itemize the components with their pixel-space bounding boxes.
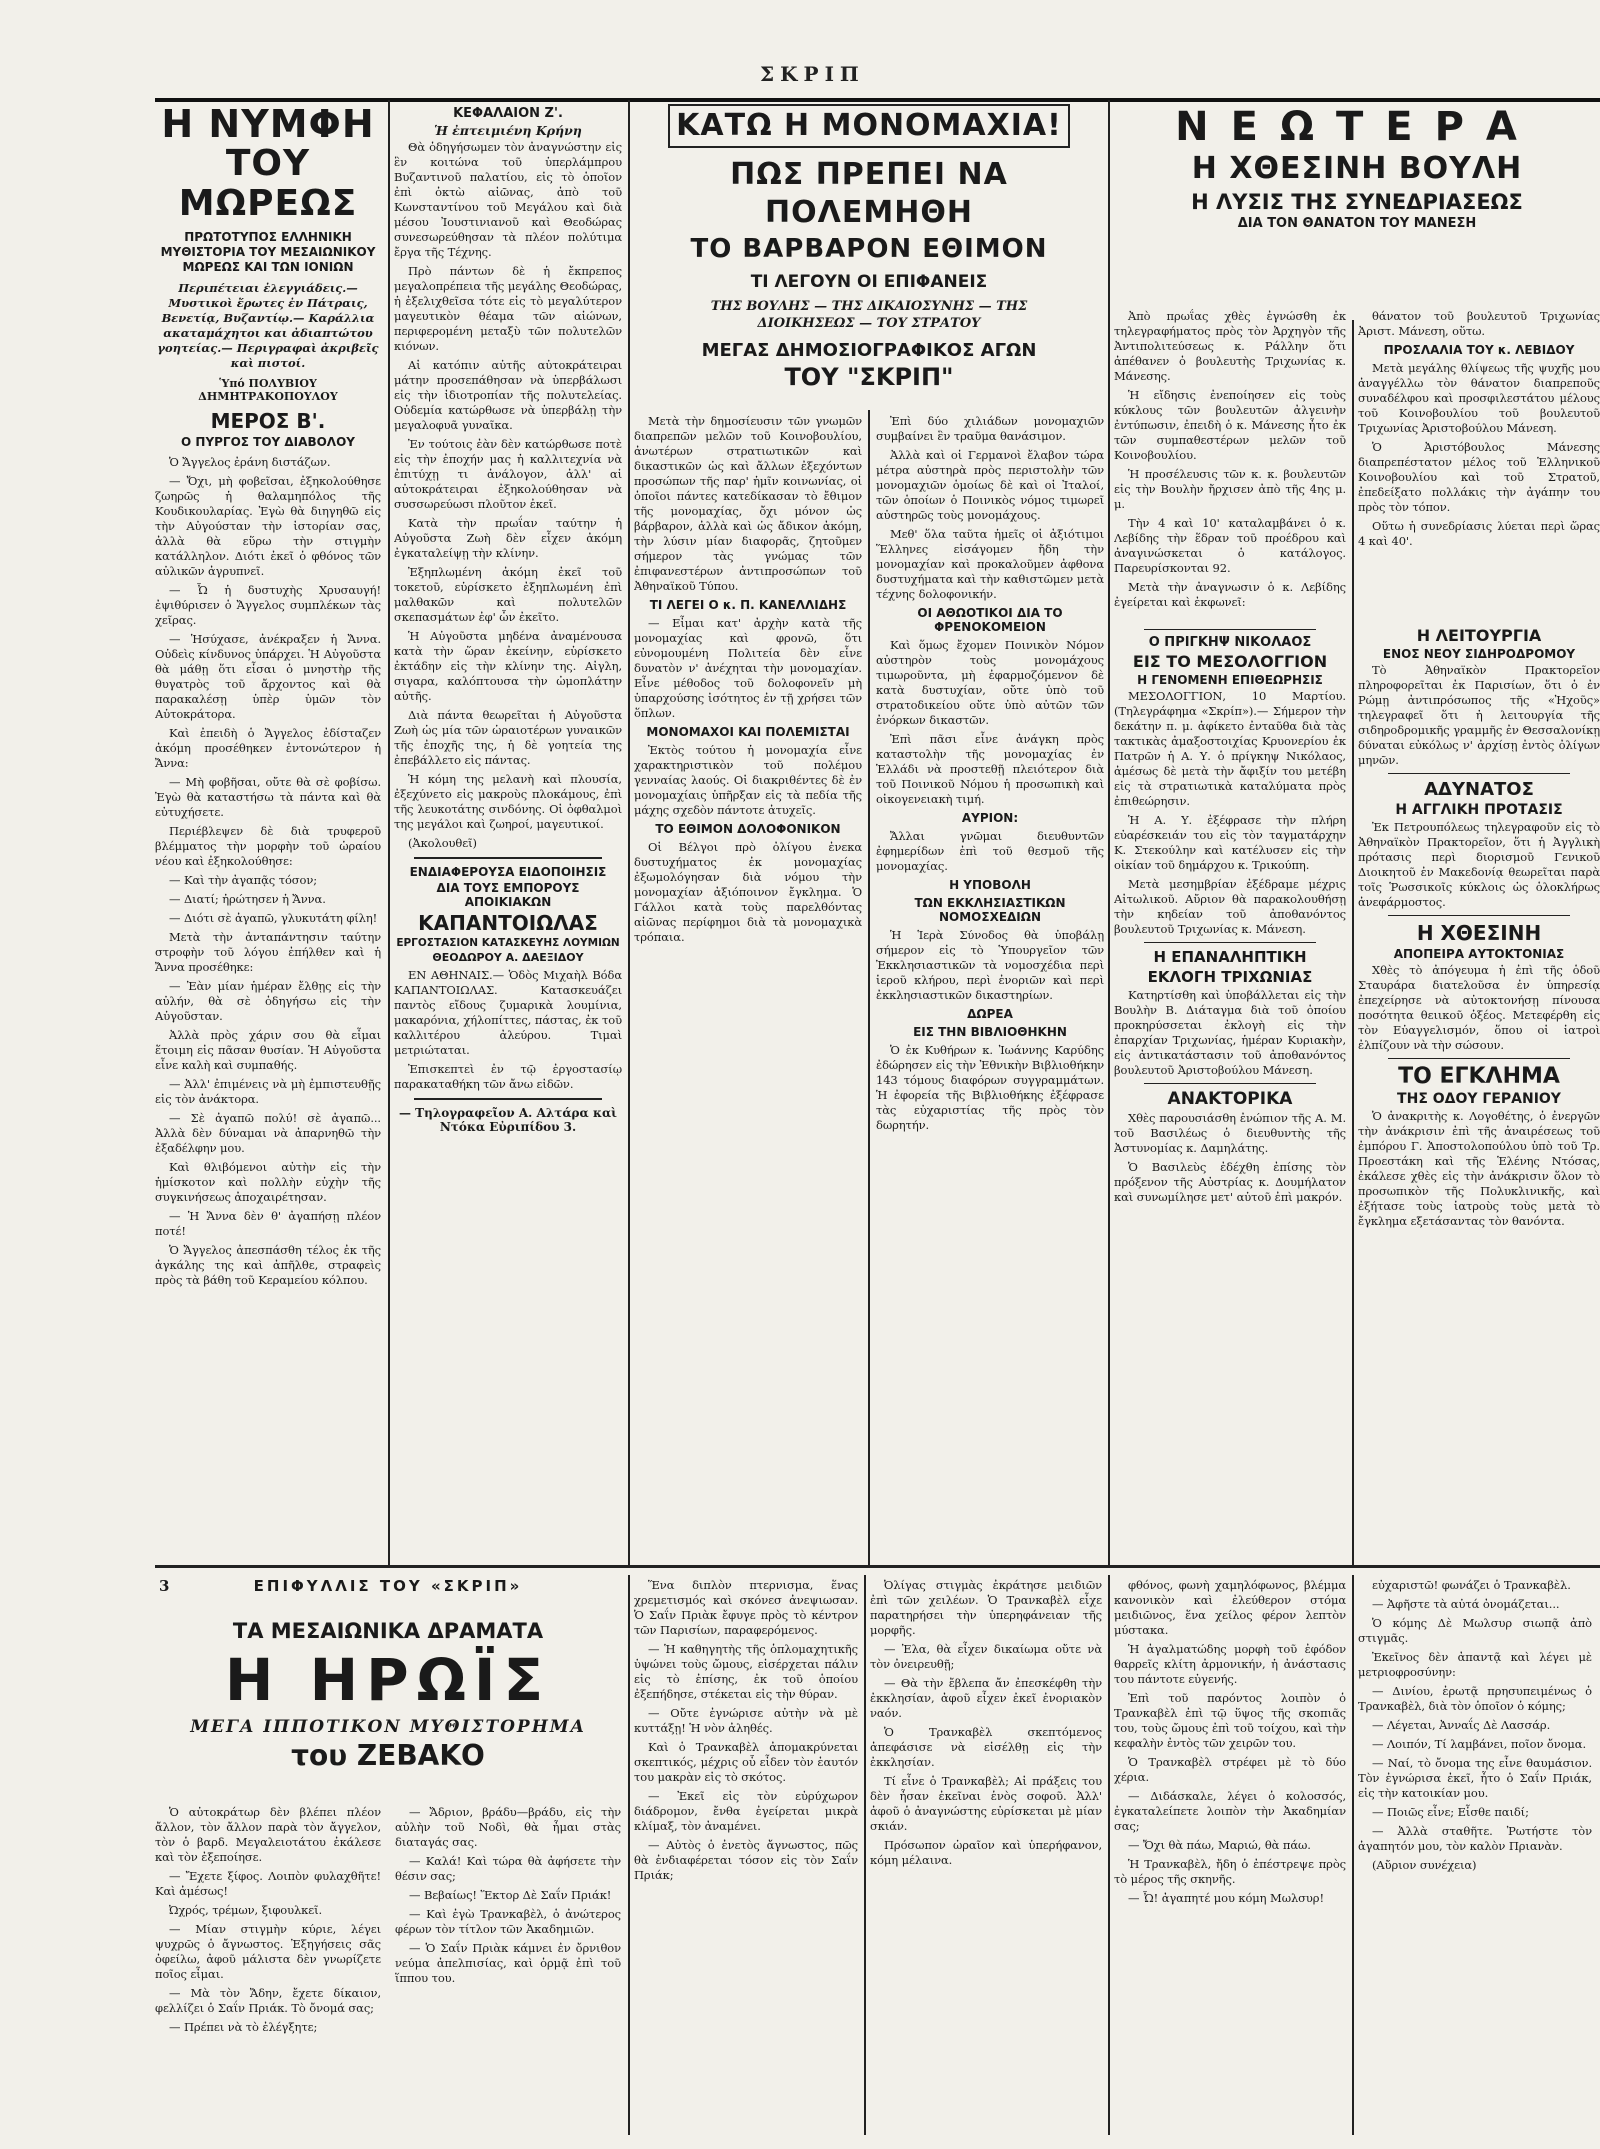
paragraph: Χθὲς παρουσιάσθη ἐνώπιον τῆς Α. Μ. τοῦ Βασιλέως ὁ διευθυντὴς τῆς Ἀστυνομίας κ. Δαμηλάτης. — [1114, 1111, 1346, 1155]
crime-body — [1358, 1109, 1600, 1229]
paragraph: Ὁ Βασιλεὺς ἐδέχθη ἐπίσης τὸν πρόξενον τῆς Αὐστρίας κ. Δουμήλατον καὶ συνωμίλησε μετ' αὐτοῦ ἐπὶ μακρόν. — [1114, 1160, 1346, 1204]
palace-heading: ΑΝΑΚΤΟΡΙΚΑ — [1167, 1089, 1293, 1109]
paragraph: Ἡ προσέλευσις τῶν κ. κ. βουλευτῶν εἰς τὴν Βουλὴν ἤρχισεν ἀπὸ τῆς 4ης μ. μ. — [1114, 467, 1346, 511]
divider — [1388, 915, 1570, 916]
column-divider — [628, 100, 630, 1565]
paragraph: Ἐν τούτοις ἐὰν δὲν κατώρθωσε ποτὲ εἰς τὴν ἐποχήν μας ἡ καλλιτεχνία νὰ ἐπιτύχῃ τι ἀνάλογον, ἀλλ' αἱ αὐτοκράτειραι ἐξηκολούθησαν νὰ συσσωρεύωσι πλοῦτον ἐκεῖ. — [394, 437, 622, 511]
sub-heading: Η ΥΠΟΒΟΛΗ — [949, 878, 1031, 892]
feuilleton-title: Η ΗΡΩΪΣ — [224, 1646, 552, 1714]
paragraph: Ἐπὶ πᾶσι εἶνε ἀνάγκη πρὸς καταστολὴν τῆς μονομαχίας ἐν Ἑλλάδι νὰ προστεθῇ πλειότερον διὰ τοῦ Ποινικοῦ Νόμου ἡ προσωπικὴ καὶ οἰκογενειακὴ τιμή. — [876, 732, 1104, 806]
paragraph: (Ἀκολουθεῖ) — [408, 836, 477, 850]
paragraph: — Ἀλλὰ σταθῆτε. Ῥωτήστε τὸν ἀγαπητόν μου, τὸν καλὸν Πριανὰν. — [1358, 1824, 1592, 1853]
paragraph: — Ἔχετε ξίφος. Λοιπὸν φυλαχθῆτε! Καὶ ἀμέσως! — [155, 1869, 381, 1898]
paragraph: — Λέγεται, Ἀνναΐς Δὲ Λασσάρ. — [1372, 1718, 1551, 1732]
sub-heading: ΟΙ ΑΘΩΟΤΙΚΟΙ ΔΙΑ ΤΟ ΦΡΕΝΟΚΟΜΕΙΟΝ — [917, 606, 1063, 634]
column-news — [1114, 104, 1600, 1559]
paragraph: Ὀλίγας στιγμὰς ἐκράτησε μειδιῶν ἐπὶ τῶν χειλέων. Ὁ Τρανκαβὲλ εἶχε παρατηρήσει τὴν ὑπερηφάνειαν τῆς μορφῆς. — [870, 1578, 1102, 1637]
paragraph: — Ὦ ἡ δυστυχὴς Χρυσαυγή! ἐψιθύρισεν ὁ Ἄγγελος συμπλέκων τὰς χεῖρας. — [155, 583, 381, 627]
paragraph: Ὁ Τρανκαβὲλ σκεπτόμενος ἀπεφάσισε νὰ εἰσέλθῃ εἰς τὴν ἐκκλησίαν. — [870, 1725, 1102, 1769]
suicide-heading-2: ΑΠΟΠΕΙΡΑ ΑΥΤΟΚΤΟΝΙΑΣ — [1393, 947, 1565, 961]
paragraph: — Ἡ Ἄννα δὲν θ' ἀγαπήσῃ πλέον ποτέ! — [155, 1209, 381, 1238]
novel-title-line1: Η ΝΥΜΦΗ — [161, 104, 375, 146]
paragraph: Κατηρτίσθη καὶ ὑποβάλλεται εἰς τὴν Βουλὴν Β. Διάταγμα διὰ τοῦ ὁποίου προκηρύσσεται ἐκλογὴ εἰς τὴν ἐπαρχίαν Τριχωνίας, ἡμέραν Κυριακὴν, εἰς ἀντικατάστασιν τοῦ ἀποθανόντος βουλευτοῦ Ἀριστοβούλου Μάνεση. — [1114, 988, 1346, 1077]
divider — [1144, 629, 1316, 630]
news-right-lower — [1358, 624, 1600, 1559]
paragraph: — Ὄχι, μὴ φοβεῖσαι, ἐξηκολούθησε ζωηρῶς ἡ θαλαμηπόλος τῆς Κουδικουλαρίας. Ἐγὼ θὰ διηγηθῶ εἰς τὴν Αὐγούσταν τὴν ἱστορίαν σας, ἀλλὰ θὰ εὕρω τὴν στιγμὴν κατάλληλον. Διότι ἐκεῖ ὁ φθόνος τῶν αὐλικῶν ἀγρυπνεῖ. — [155, 474, 381, 578]
paragraph: Πρόσωπον ὡραῖον καὶ ὑπερήφανον, κόμη μέλαινα. — [870, 1838, 1102, 1867]
paragraph: — Θὰ τὴν ἔβλεπα ἄν ἐπεσκέφθη τὴν ἐκκλησίαν, ἀφοῦ εἶχεν ἐκεῖ ἐνοριακὸν ναόν. — [870, 1676, 1102, 1720]
ad-heading: ΕΝΔΙΑΦΕΡΟΥΣΑ ΕΙΔΟΠΟΙΗΣΙΣ — [409, 865, 607, 879]
feuilleton-author: του ΖΕΒΑΚΟ — [291, 1739, 485, 1772]
paragraph: — Πρέπει νὰ τὸ ἐλέγξητε; — [169, 2020, 318, 2034]
paragraph: — Καλά! Καὶ τώρα θὰ ἀφήσετε τὴν θέσιν σας; — [395, 1854, 621, 1883]
paragraph: — Ἀφῆστε τὰ αὐτά ὀνομάζεται... — [1372, 1597, 1560, 1611]
novel-author: Ὑπό ΠΟΛΥΒΙΟΥ ΔΗΜΗΤΡΑΚΟΠΟΥΛΟΥ — [198, 377, 338, 403]
feuilleton-col-f — [1358, 1578, 1592, 2135]
section-heading: Ἡ ἐπτειμιένη Κρήνη — [434, 123, 582, 138]
paragraph: Ὁ αὐτοκράτωρ δὲν βλέπει πλέον ἄλλον, τὸν ἄλλον παρὰ τὸν ἄγγελον, τὸν ὁ βαρδ. Μεγαλειοτάτου ἐκάλεσε καὶ τὸν ἐξεποίησε. — [155, 1805, 381, 1864]
paragraph: Ἡ Τρανκαβὲλ, ἤδη ὁ ἐπέστρεψε πρὸς τὸ μέρος τῆς σκηνῆς. — [1114, 1857, 1346, 1886]
paragraph: — Ὁ Σαΐν Πριὰκ κάμνει ἐν ὄρνιθον νεύμα ἀπελπισίας, καὶ ὁρμᾷ ἐπὶ τοῦ ἵππου του. — [395, 1941, 621, 1985]
novel-title-line2: ΤΟΥ ΜΩΡΕΩΣ — [178, 143, 358, 224]
railway-body — [1358, 663, 1600, 768]
paragraph: Τὴν 4 καὶ 10' καταλαμβάνει ὁ κ. Λεβίδης τὴν ἕδραν τοῦ προέδρου καὶ ἀναγινώσκεται ὁ κατάλογος. Παρευρίσκονται 92. — [1114, 516, 1346, 575]
crime-heading-2: ΤΗΣ ΟΔΟΥ ΓΕΡΑΝΙΟΥ — [1397, 1091, 1561, 1107]
feuilleton-h3: ΜΕΓΑ ΙΠΠΟΤΙΚΟΝ ΜΥΘΙΣΤΟΡΗΜΑ — [190, 1717, 586, 1737]
paragraph: Ἡ εἴδησις ἐνεποίησεν εἰς τοὺς κύκλους τῶν βουλευτῶν ἀλγεινὴν ἐντύπωσιν, ἐπειδὴ ὁ κ. Μάνεσης ἦτο ἐκ τῶν συμπαθεστέρων μελῶν τοῦ Κοινοβουλίου. — [1114, 388, 1346, 462]
masthead-title: ΣΚΡΙΠ — [760, 62, 865, 86]
column-divider — [1108, 1575, 1110, 2135]
feuilleton-h1: ΤΑ ΜΕΣΑΙΩΝΙΚΑ ΔΡΑΜΑΤΑ — [232, 1619, 544, 1643]
paragraph: Πρὸ πάντων δὲ ἡ ἔκπρεπος μεγαλοπρέπεια τῆς μεγάλης Θεοδώρας, ἡ ἐξελιχθεῖσα τότε εἰς τὸ μεγαλύτερον μαγευτικὸν θέαμα τῶν αἰώνων, περιφερομένη μεταξὺ τῶν πολυτελῶν κιόνων. — [394, 264, 622, 353]
feuilleton-series: ΕΠΙΦΥΛΛΙΣ ΤΟΥ «ΣΚΡΙΠ» — [253, 1577, 523, 1595]
paragraph: Περιέβλεψεν δὲ διὰ τρυφεροῦ βλέμματος τὴν μορφὴν τοῦ ὡραίου νέου καὶ ἐξηκολούθησε: — [155, 824, 381, 868]
election-heading-2: ΕΚΛΟΓΗ ΤΡΙΧΩΝΙΑΣ — [1147, 968, 1313, 986]
paragraph: εὐχαριστῶ! φωνάζει ὁ Τρανκαβὲλ. — [1372, 1578, 1571, 1592]
sub-heading: ΠΡΟΣΛΑΛΙΑ ΤΟΥ κ. ΛΕΒΙΔΟΥ — [1383, 343, 1575, 357]
proposal-heading-1: ΑΔΥΝΑΤΟΣ — [1424, 779, 1534, 800]
paragraph: Ἀπὸ πρωΐας χθὲς ἐγνώσθη ἐκ τηλεγραφήματος πρὸς τὸν Ἀρχηγὸν τῆς Ἀντιπολιτεύσεως κ. Ράλλην ὅτι ἀπέθανεν ὁ βουλευτὴς Τριχωνίας κ. Μάνεσης. — [1114, 309, 1346, 383]
railway-heading-2: ΕΝΟΣ ΝΕΟΥ ΣΙΔΗΡΟΔΡΟΜΟΥ — [1382, 647, 1576, 661]
paragraph: — Ἀλλ' ἐπιμένεις νὰ μὴ ἐμπιστευθῇς εἰς τὸν ἀνάκτορα. — [155, 1077, 381, 1106]
paragraph: — Ὦ! ἀγαπητέ μου κόμη Μωλσυρ! — [1128, 1891, 1324, 1905]
sub-heading: ΤΙ ΛΕΓΕΙ Ο κ. Π. ΚΑΝΕΛΛΙΔΗΣ — [649, 598, 847, 612]
paragraph: Ὁ κόμης Δὲ Μωλσυρ σιωπᾷ ἀπὸ στιγμᾶς. — [1358, 1616, 1592, 1645]
paragraph: — Οὔτε ἐγνώρισε αὐτὴν νὰ μὲ κυττάξῃ! Ἡ νὸν ἀληθές. — [634, 1706, 858, 1735]
duel-headline-4: ΤΙ ΛΕΓΟΥΝ ΟΙ ΕΠΙΦΑΝΕΙΣ — [750, 272, 988, 292]
prince-heading-1: Ο ΠΡΙΓΚΗΨ ΝΙΚΟΛΑΟΣ — [1148, 635, 1312, 650]
paragraph: Ἡ Αὐγοῦστα μηδένα ἀναμένουσα κατὰ τὴν ὥραν ἐκείνην, εὑρίσκετο ἐκτάδην εἰς τὴν κλίνην της. Αἰγλη, σιγαρα, καλόπτουσα τὴν ὠμοπλάτην αὐτῆς. — [394, 629, 622, 703]
paragraph: — Ἐλα, θὰ εἶχεν δικαίωμα οὔτε νὰ τὸν ὀνειρευθῇ; — [870, 1642, 1102, 1671]
railway-heading-1: Η ΛΕΙΤΟΥΡΓΙΑ — [1416, 626, 1542, 645]
ad-company-name: ΚΑΠΑΝΤΟΙΩΛΑΣ — [418, 911, 598, 935]
novel-chapter: Ο ΠΥΡΓΟΣ ΤΟΥ ΔΙΑΒΟΛΟΥ — [181, 435, 355, 449]
paragraph: Ἡ Ἱερὰ Σύνοδος θὰ ὑποβάλῃ σήμερον εἰς τὸ Ὑπουργεῖον τῶν Ἐκκλησιαστικῶν τὰ νομοσχέδια περὶ ἱεροῦ κλήρου, περὶ ἐνοριῶν καὶ περὶ ἐκκλησιαστικῶν δικαστηρίων. — [876, 928, 1104, 1002]
divider — [414, 857, 602, 859]
paragraph: — Δινίου, ἐρωτᾷ πρησυπειμένως ὁ Τρανκαβὲλ, διὰ τὸν ὁποῖον ὁ κόμης; — [1358, 1684, 1592, 1713]
news-right-top — [1358, 309, 1600, 619]
paragraph: — Ἐὰν μίαν ἡμέραν ἔλθῃς εἰς τὴν αὐλήν, θὰ σὲ ὁδηγήσω εἰς τὴν Αὐγοῦσταν. — [155, 979, 381, 1023]
section-divider — [155, 1565, 1600, 1568]
ad-owner: ΘΕΟΔΩΡΟΥ Α. ΔΑΕΞΙΔΟΥ — [432, 951, 584, 964]
suicide-heading-1: Η ΧΘΕΣΙΝΗ — [1416, 921, 1542, 945]
sub-heading: ΤΟ ΕΘΙΜΟΝ ΔΟΛΟΦΟΝΙΚΟΝ — [655, 822, 841, 836]
prince-heading-2: ΕΙΣ ΤΟ ΜΕΣΟΛΟΓΓΙΟΝ — [1132, 652, 1328, 671]
column-divider — [864, 1575, 866, 2135]
paragraph: Μετὰ τὴν δημοσίευσιν τῶν γνωμῶν διαπρεπῶν μελῶν τοῦ Κοινοβουλίου, ἀνωτέρων στρατιωτικῶν καὶ δικαστικῶν ὡς καὶ ἄλλων ἐξεχόντων προσώπων τῆς παρ' ἡμῖν κοινωνίας, οἱ ὁποῖοι πάντες κατεδίκασαν τὸ ἔθιμον τῆς μονομαχίας, ὄχι μόνον ὡς βάρβαρον, ἀλλὰ καὶ ὡς ἄδικον ἀκόμη, τὴν λύσιν μίαν διαφορᾶς, ζητοῦμεν σήμερον τὰς γνώμας τῶν ἐπιφανεστέρων ἀντιπροσώπων τοῦ Ἀθηναϊκοῦ Τύπου. — [634, 414, 862, 593]
feuilleton-header — [155, 1575, 621, 2135]
feuilleton-col-e — [1114, 1578, 1346, 2135]
paragraph: Μετὰ μεσημβρίαν ἐξέδραμε μέχρις Αἰτωλικοῦ. Αὔριον θὰ παρακολουθήσῃ τὴν κηδείαν τοῦ ἀποθανόντος βουλευτοῦ Τριχωνίας κ. Μάνεση. — [1114, 877, 1346, 936]
paragraph: Ὁ Ἄγγελος ἀπεσπάσθη τέλος ἐκ τῆς ἀγκάλης της καὶ ἀπῆλθε, στραφεὶς πρὸς τὰ βάθη τοῦ Κεραμείου κόλπου. — [155, 1243, 381, 1287]
prince-heading-3: Η ΓΕΝΟΜΕΝΗ ΕΠΙΘΕΩΡΗΣΙΣ — [1137, 673, 1323, 687]
paragraph: Θὰ ὁδηγήσωμεν τὸν ἀναγνώστην εἰς ἓν κοιτώνα τοῦ ὑπερλάμπρου Βυζαντινοῦ παλατίου, εἰς τὸ ὁποῖον ἐπὶ ὀκτὼ αἰῶνας, ἀπὸ τοῦ Κωνσταντίνου τοῦ Μεγάλου καὶ διὰ μέσου Ἰουστινιανοῦ καὶ Θεοδώρας συνεσωρεύθησαν τὰ πλέον πολύτιμα ἔργα τῆς Τέχνης. — [394, 140, 622, 259]
paragraph: Μετὰ τὴν ἀνταπάντησιν ταύτην στροφὴν τοῦ λόγου ἐπήλθεν καὶ ἡ Ἄννα προσέθηκε: — [155, 930, 381, 974]
paragraph: φθόνος, φωνὴ χαμηλόφωνος, βλέμμα κανονικὸν καὶ ἐλεύθερον στόμα μειδιῶνος, ἕνα χείλος φέρον λεπτὸν μύστακα. — [1114, 1578, 1346, 1637]
duel-headline-6: ΜΕΓΑΣ ΔΗΜΟΣΙΟΓΡΑΦΙΚΟΣ ΑΓΩΝ — [701, 340, 1037, 361]
paragraph: Διὰ πάντα θεωρεῖται ἡ Αὐγοῦστα Ζωὴ ὡς μία τῶν ὡραιοτέρων γυναικῶν τῆς ἐποχῆς της, ἡ δὲ γοητεία της ἐπεβάλλετο εἰς πάντας. — [394, 708, 622, 767]
divider — [1144, 942, 1316, 943]
duel-headline-5: ΤΗΣ ΒΟΥΛΗΣ — ΤΗΣ ΔΙΚΑΙΟΣΥΝΗΣ — ΤΗΣ ΔΙΟΙΚΗΣΕΩΣ — ΤΟΥ ΣΤΡΑΤΟΥ — [710, 299, 1028, 331]
feuilleton-col-c — [634, 1578, 858, 2135]
divider — [414, 1098, 602, 1100]
crime-heading-1: ΤΟ ΕΓΚΛΗΜΑ — [1398, 1064, 1560, 1089]
paragraph: Ὁ ἀνακριτὴς κ. Λογοθέτης, ὁ ἐνεργῶν τὴν ἀνάκρισιν ἐπὶ τῆς ἀναιρέσεως τοῦ ἐμπόρου Γ. Ἀποστολοπούλου ὑπὸ τοῦ Τρ. Προεστάκη καὶ τῆς Ἑλένης Ντόσας, ἐκάλεσε χθὲς εἰς τὴν ἀνάκρισιν ὅλον τὸ προσωπικὸν τῆς Πολυκλινικῆς, καὶ ἐξήτασε τοὺς ἰατροὺς τοὺς μετὰ τὸ ἔγκλημα εξετάσαντας τὸν θανόντα. — [1358, 1109, 1600, 1228]
feuilleton-col-a — [155, 1805, 381, 2135]
paragraph: — Διδάσκαλε, λέγει ὁ κολοσσός, ἐγκαταλείπετε λοιπὸν τὴν Ἀκαδημίαν σας; — [1114, 1789, 1346, 1833]
paragraph: Ὠχρός, τρέμων, ξιφουλκεῖ. — [169, 1903, 323, 1917]
paragraph: Καὶ ὅμως ἔχομεν Ποινικὸν Νόμον αὐστηρὸν τοὺς μονομάχους τιμωροῦντα, μὴ ἐφαρμοζόμενον δὲ κατὰ δυστυχίαν, οὔτε ὑπὸ τοῦ στρατοδικείου οὔτε ὑπὸ αὐτῶν τῶν ἐνόρκων δικαστῶν. — [876, 638, 1104, 727]
paragraph: ΜΕΣΟΛΟΓΓΙΟΝ, 10 Μαρτίου. (Τηλεγράφημα «Σκρίπ»).— Σήμερον τὴν δεκάτην π. μ. ἀφίκετο ἐνταῦθα διὰ τὰς τακτικὰς ἀμαξοστοιχίας Κρυονερίου ἐκ Πατρῶν ἡ Α. Υ. ὁ πρίγκηψ Νικόλαος, ἀμέσως δὲ μετὰ τὴν ἄφιξίν του μετέβη εἰς τὰ στρατιωτικὰ καταλύματα πρὸς ἐπιθεώρησιν. — [1114, 689, 1346, 808]
paragraph: — Καὶ ἐγὼ Τρανκαβὲλ, ὁ ἀνώτερος φέρων τὸν τίτλον τῶν Ἀκαδημιῶν. — [395, 1907, 621, 1936]
sub-heading: ΔΩΡΕΑ — [967, 1007, 1013, 1021]
election-heading-1: Η ΕΠΑΝΑΛΗΠΤΙΚΗ — [1153, 948, 1307, 966]
paragraph: Ὁ Ἄγγελος ἐράνη διστάζων. — [169, 455, 331, 469]
news-banner: ΝΕΩΤΕΡΑ — [1175, 104, 1539, 150]
paragraph: — Καὶ τὴν ἀγαπᾷς τόσον; — [169, 873, 318, 887]
paragraph: Ἀλλὰ καὶ οἱ Γερμανοὶ ἔλαβον τώρα μέτρα αὐστηρὰ πρὸς περιστολὴν τῶν μονομαχιῶν ὁμοίως δὲ καὶ οἱ Ἰταλοί, τῶν ὁποίων ὁ Ποινικὸς νόμος τιμωρεῖ αὐστηρῶς τοὺς μονομάχους. — [876, 448, 1104, 522]
paragraph: Ἀλλὰ πρὸς χάριν σου θὰ εἶμαι ἕτοιμη εἰς πᾶσαν θυσίαν. Ἡ Αὐγοῦστα εἶνε καλὴ καὶ συμπαθής. — [155, 1028, 381, 1072]
ad-footer: Ἐπισκεπτεὶ ἐν τῷ ἐργοστασίῳ παρακαταθήκη τῶν ἄνω εἰδῶν. — [394, 1062, 622, 1091]
paragraph: Χθὲς τὸ ἀπόγευμα ἡ ἐπὶ τῆς ὁδοῦ Σταυράρα διατελοῦσα ἐν ὑπηρεσίᾳ ἐπεχείρησε νὰ αὐτοκτονήσῃ πίνουσα ποσότητα θειικοῦ ὀξέος. Μετεφέρθη εἰς τὸν Εὐαγγελισμόν, ὅπου οἱ ἰατροὶ ἐλπίζουν νὰ τὴν σώσουν. — [1358, 963, 1600, 1052]
paragraph: — Μὴ φοβῆσαι, οὔτε θὰ σὲ φοβίσω. Ἐγὼ θὰ καταστήσω τὰ πάντα καὶ θὰ εὐτυχήσετε. — [155, 775, 381, 819]
paragraph: — Ναί, τὸ ὄνομα της εἶνε θαυμάσιον. Τὸν ἐγνώρισα ἐκεῖ, ἦτο ὁ Σαΐν Πριάκ, εἰς τὴν κατοικίαν μου. — [1358, 1756, 1592, 1800]
column-serial-continued — [394, 104, 622, 1559]
paragraph: — Βεβαίως! Ἕκτορ Δὲ Σαΐν Πριάκ! — [409, 1888, 612, 1902]
paragraph: θάνατον τοῦ βουλευτοῦ Τριχωνίας Ἀριστ. Μάνεση, οὕτω. — [1358, 309, 1600, 338]
paragraph: — Ὄχι θὰ πάω, Μαριώ, θὰ πάω. — [1128, 1838, 1311, 1852]
paragraph: Καὶ θλιβόμενοι αὐτὴν εἰς τὴν ἡμίσκοτον καὶ πολλὴν εὐχὴν τῆς συγκινήσεως ἀποχαιρέτησαν. — [155, 1160, 381, 1204]
duel-right-subcolumn — [876, 414, 1104, 1554]
duel-main-title: ΚΑΤΩ Η ΜΟΝΟΜΑΧΙΑ! — [668, 104, 1070, 148]
paragraph: Καὶ ὁ Τρανκαβὲλ ἀπομακρύνεται σκεπτικός, μέχρις οὗ εἶδεν τὸν ἑαυτόν του μακρὰν εἰς τὸ σκότος. — [634, 1740, 858, 1784]
paragraph: Οἱ Βέλγοι πρὸ ὀλίγου ἐνεκα δυστυχήματος ἐκ μονομαχίας ἐξωμολόγησαν διὰ νόμου τὴν μονομαχίαν ἀξιόποινον ἔγκλημα. Ὁ Γάλλοι κατὰ τοὺς παρελθόντας αἰῶνας περίφημοι διὰ τὰ μονομαχικὰ τρόπαια. — [634, 840, 862, 944]
election-body — [1114, 988, 1346, 1078]
divider — [1388, 773, 1570, 774]
sub-heading: ΑΥΡΙΟΝ: — [961, 811, 1019, 825]
news-h2: Η ΛΥΣΙΣ ΤΗΣ ΣΥΝΕΔΡΙΑΣΕΩΣ — [1191, 190, 1523, 214]
ad-line: ΕΡΓΟΣΤΑΣΙΟΝ ΚΑΤΑΣΚΕΥΗΣ ΛΟΥΜΙΩΝ — [396, 937, 620, 949]
paragraph: — Λοιπόν, Τί λαμβάνει, ποῖον ὄνομα. — [1372, 1737, 1587, 1751]
novel-subtitle: ΠΡΩΤΟΤΥΠΟΣ ΕΛΛΗΝΙΚΗ ΜΥΘΙΣΤΟΡΙΑ ΤΟΥ ΜΕΣΑΙΩΝΙΚΟΥ ΜΩΡΕΩΣ ΚΑΙ ΤΩΝ ΙΟΝΙΩΝ — [160, 230, 376, 274]
novel-blurb: Περιπέτειαι ἐλεγγιάδεις.— Μυστικοὶ ἔρωτες ἐν Πάτραις, Βενετίᾳ, Βυζαντίῳ.— Καράλλια ακαταμάχητοι και ἀδιαπτώτου γοητείας.— Περιγραφαὶ ἀκριβεῖς καὶ πιστοί. — [157, 281, 379, 370]
paragraph: Ἐκ Πετρουπόλεως τηλεγραφοῦν εἰς τὸ Ἀθηναϊκὸν Πρακτορεῖον, ὅτι ἡ Ἀγγλικὴ πρότασις περὶ διορισμοῦ Γενικοῦ Διοικητοῦ ἐν Μακεδονίᾳ θεωρεῖται παρὰ τοῖς Ῥωσσικοῖς κύκλοις ὡς ὁλοκλήρως ἀνεφάρμοστος. — [1358, 820, 1600, 909]
paragraph: Ἄλλαι γνῶμαι διευθυντῶν ἐφημερίδων ἐπὶ τοῦ θεσμοῦ τῆς μονομαχίας. — [876, 829, 1104, 873]
novel-part: ΜΕΡΟΣ Β'. — [210, 409, 326, 433]
paragraph: Τί εἶνε ὁ Τρανκαβὲλ; Αἱ πράξεις του δὲν ἦσαν ἐκεῖναι ἑνὸς σοφοῦ. Ἀλλ' ἀφοῦ ὁ ἀναγνώστης εὑρίσκεται μὲ μίαν σκιάν. — [870, 1774, 1102, 1833]
proposal-body — [1358, 820, 1600, 910]
paragraph: Ἕνα διπλὸν πτερνισμα, ἕνας χρεμετισμός καὶ σκόνεσ ἀνεψιωσαν. Ὁ Σαΐν Πριὰκ ἔφυγε πρὸς τὸ κέντρον τῶν Παρισίων, παραφερόμενος. — [634, 1578, 858, 1637]
paragraph: Ἐπὶ τοῦ παρόντος λοιπὸν ὁ Τρανκαβὲλ ἐπὶ τῷ ὕψος τῆς σκοπιᾶς του, τοὺς ὤμους ἐπὶ τοῦ τοίχου, καὶ τὴν κεφαλὴν ἐντὸς τῶν χειρῶν του. — [1114, 1691, 1346, 1750]
proposal-heading-2: Η ΑΓΓΛΙΚΗ ΠΡΟΤΑΣΙΣ — [1395, 802, 1563, 818]
paragraph: Ἡ κόμη της μελανὴ καὶ πλουσία, ἐξεχύνετο εἰς μακροὺς πλοκάμους, ἐπὶ τῆς λευκοτάτης σινδόνης. Οἱ ὀφθαλμοὶ της μεγάλοι καὶ ζωηροί, μαγευτικοί. — [394, 772, 622, 831]
feuilleton-col-d — [870, 1578, 1102, 2135]
paragraph: Ὁ ἐκ Κυθήρων κ. Ἰωάννης Καρύδης ἐδώρησεν εἰς τὴν Ἐθνικὴν Βιβλιοθήκην 143 τόμους διαφόρων συγγραμμάτων. Ἡ ἐφορεία τῆς Βιβλιοθήκης ἐξέφρασε τὰς εὐχαριστίας τῆς πρὸς τὸν δωρητήν. — [876, 1043, 1104, 1132]
column-serial-novel — [155, 104, 381, 1559]
divider — [1144, 1083, 1316, 1084]
paragraph: — Ποιῶς εἶνε; Εἶσθε παιδί; — [1372, 1805, 1529, 1819]
duel-headline-2: ΠΩΣ ΠΡΕΠΕΙ ΝΑ ΠΟΛΕΜΗΘΗ — [730, 157, 1008, 230]
paragraph: Τὸ Ἀθηναϊκὸν Πρακτορεῖον πληροφορεῖται ἐκ Παρισίων, ὅτι ὁ ἐν Ρώμῃ ἀντιπρόσωπος τῆς «Ἠχοῦς» τηλεγραφεῖ ὅτι ἡ λειτουργία τῆς σιδηροδρομικῆς γραμμῆς ἐν Θεσσαλονίκῃ δύναται εὐκόλως ν' ἀρχίσῃ ἐντὸς ὀλίγων μηνῶν. — [1358, 663, 1600, 767]
paragraph: — Εἶμαι κατ' ἀρχὴν κατὰ τῆς μονομαχίας καὶ φρονῶ, ὅτι εὐνομουμένη Πολιτεία δὲν εἶνε δυνατὸν ν' ἀνέχηται τὴν μονομαχίαν. Εἶνε μέθοδος τοῦ δολοφονεῖν μὴ ὑπαρχούσης ἰσότητος ἐν τῇ χρήσει τῶν ὅπλων. — [634, 616, 862, 720]
column-divider — [388, 100, 390, 1565]
paragraph: — Ἡ καθηγητὴς τῆς ὁπλομαχητικῆς ὑψώνει τοὺς ὤμους, εἰσέρχεται πάλιν εἰς τὸ ἐπίσης, ἐκ τοῦ ὁποίου ἐξεπήδησε, στέκεται εἰς τὴν θύραν. — [634, 1642, 858, 1701]
duel-headline-7: ΤΟΥ "ΣΚΡΙΠ" — [784, 363, 954, 391]
duel-headline-3: ΤΟ ΒΑΡΒΑΡΟΝ ΕΘΙΜΟΝ — [690, 234, 1048, 264]
column-divider — [1352, 1575, 1354, 2135]
novel-body — [155, 455, 381, 1288]
feuilleton-number: 3 — [159, 1577, 170, 1595]
news-left-lower — [1114, 624, 1346, 1559]
news-h1: Η ΧΘΕΣΙΝΗ ΒΟΥΛΗ — [1191, 151, 1523, 186]
paragraph: — Μὰ τὸν Ἄδην, ἔχετε δίκαιον, φελλίζει ὁ Σαΐν Πριάκ. Τὸ ὄνομά σας; — [155, 1986, 381, 2015]
ad-subheading: ΔΙΑ ΤΟΥΣ ΕΜΠΟΡΟΥΣ ΑΠΟΙΚΙΑΚΩΝ — [436, 881, 580, 909]
paragraph: Ἐκτὸς τούτου ἡ μονομαχία εἶνε χαρακτηριστικὸν τοῦ πολέμου γενναίας λαούς. Οἱ διακριθέντες δὲ ἐν μονομαχίαις ὑπῆρξαν εἰς τὰ πεδία τῆς μάχης σχεδὸν πάντοτε ἀτυχεῖς. — [634, 743, 862, 817]
sub-heading: ΤΩΝ ΕΚΚΛΗΣΙΑΣΤΙΚΩΝ ΝΟΜΟΣΧΕΔΙΩΝ — [914, 896, 1066, 924]
paragraph: Ὁ Τρανκαβὲλ στρέφει μὲ τὸ δύο χέρια. — [1114, 1755, 1346, 1784]
paragraph: Οὕτω ἡ συνεδρίασις λύεται περὶ ὥρας 4 καὶ 40'. — [1358, 519, 1600, 548]
masthead-strip — [155, 58, 1600, 102]
paragraph: (Αὔριον συνέχεια) — [1372, 1858, 1477, 1872]
paragraph: Αἱ κατόπιν αὐτῆς αὐτοκράτειραι μάτην προσεπάθησαν νὰ ὑπερβάλωσι εἰς τὴν ἰδιοτροπίαν τῆς πολυτελείας. Οὐδεμία κατώρθωσε νὰ ὑπερβάλῃ τὴν μεγαλοφυᾶ γυναῖκα. — [394, 358, 622, 432]
paragraph: Ἡ Α. Υ. ἐξέφρασε τὴν πλήρη εὐαρέσκειάν του εἰς τὸν ταγματάρχην Κ. Στεκούλην καὶ κατέλυσεν εἰς τὴν οἰκίαν τοῦ δημάρχου κ. Τρικούπη. — [1114, 813, 1346, 872]
paragraph: Ἐκεῖνος δὲν ἀπαντᾷ καὶ λέγει μὲ μετριοφροσύνην: — [1358, 1650, 1592, 1679]
paragraph: — Ἄδριον, βράδυ—βράδυ, εἰς τὴν αὐλὴν τοῦ Νοδὶ, θὰ ἦμαι στὰς διαταγάς σας. — [395, 1805, 621, 1849]
paragraph: — Σὲ ἀγαπῶ πολύ! σὲ ἀγαπῶ... Ἀλλὰ δὲν δύναμαι νὰ ἀπαρνηθῶ τὴν ἐξαδέλφην μου. — [155, 1111, 381, 1155]
paragraph: — Αὐτὸς ὁ ἐνετὸς ἄγνωστος, πῶς θὰ ἐνδιαφέρεται τόσον εἰς τὸν Σαΐν Πριάκ; — [634, 1838, 858, 1882]
column-divider — [628, 1575, 630, 2135]
prince-body — [1114, 689, 1346, 937]
article-duel — [634, 104, 1104, 1559]
paragraph: Μετὰ τὴν ἀναγνωσιν ὁ κ. Λεβίδης ἐγείρεται καὶ ἐκφωνεῖ: — [1114, 580, 1346, 609]
duel-left-subcolumn — [634, 414, 862, 1554]
news-left-top — [1114, 309, 1346, 619]
column-divider — [1108, 100, 1110, 1565]
paragraph: Ὁ Ἀριστόβουλος Μάνεσης διαπρεπέστατον μέλος τοῦ Ἑλληνικοῦ Κοινοβουλίου καὶ τοῦ Στρατοῦ, ἐπεδείξατο πολλάκις τὴν ἀγάπην του πρὸς τὸν τόπον. — [1358, 440, 1600, 514]
suicide-body — [1358, 963, 1600, 1053]
divider — [1388, 1058, 1570, 1059]
paragraph: — Μίαν στιγμὴν κύριε, λέγει ψυχρῶς ὁ ἄγνωστος. Ἐξηγήσεις σᾶς ὀφείλω, ἀφοῦ μάλιστα δὲν γνωρίζετε ποῖος εἶμαι. — [155, 1922, 381, 1981]
paragraph: Ἐξηπλωμένη ἀκόμη ἐκεῖ τοῦ τοκετοῦ, εὑρίσκετο ἐξηπλωμένη ἐπὶ μαλθακῶν καὶ πολυτελῶν σκεπασμάτων ἐφ' ὧν ἐκεῖτο. — [394, 565, 622, 624]
paragraph: Ἐπὶ δύο χιλιάδων μονομαχιῶν συμβαίνει ἓν τραῦμα θανάσιμον. — [876, 414, 1104, 443]
paragraph: Μετὰ μεγάλης θλίψεως τῆς ψυχῆς μου ἀναγγέλλω τὸν θάνατον διαπρεποῦς συναδέλφου καὶ προσφιλεστάτου μέλους τοῦ Κοινοβουλίου τοῦ βουλευτοῦ Τριχωνίας Ἀριστοβούλου Μάνεση. — [1358, 361, 1600, 435]
paragraph: — Διατί; ἠρώτησεν ἡ Ἄννα. — [169, 892, 326, 906]
sub-heading: ΜΟΝΟΜΑΧΟΙ ΚΑΙ ΠΟΛΕΜΙΣΤΑΙ — [646, 725, 850, 739]
paragraph: Κατὰ τὴν πρωΐαν ταύτην ἡ Αὐγοῦστα Ζωὴ δὲν εἶχεν ἀκόμη ἐγκαταλείψῃ τὴν κλίνην. — [394, 516, 622, 560]
palace-body — [1114, 1111, 1346, 1205]
feuilleton-col-b — [395, 1805, 621, 2135]
printer-credit: — Τηλογραφεῖον Α. Αλτάρα καὶ Ντόκα Εὐριπίδου 3. — [399, 1106, 617, 1134]
paragraph: — Διότι σὲ ἀγαπῶ, γλυκυτάτη φίλη! — [169, 911, 378, 925]
ad-text: ΕΝ ΑΘΗΝΑΙΣ.— Ὁδὸς Μιχαὴλ Βόδα ΚΑΠΑΝΤΟΙΩΛΑΣ. Κατασκευάζει παντὸς εἴδους ζυμαρικὰ λουμίνια, μακαρόνια, χήλοπίττες, πάστας, ἐκ τοῦ καλλιτέρου ἀλεύρου. Τιμαὶ μετριώταται. — [394, 968, 622, 1057]
chapter-body — [394, 140, 622, 851]
paragraph: — Ἡσύχασε, ἀνέκραξεν ἡ Ἄννα. Οὐδεὶς κίνδυνος ὑπάρχει. Ἡ Αὐγοῦστα θὰ μάθῃ ὅτι εἶσαι ὁ μνηστὴρ τῆς θυγατρὸς τοῦ ἄρχοντος καὶ θὰ παρακαλέσῃ ὑπὲρ ὑμῶν τὸν Αὐτοκράτορα. — [155, 632, 381, 721]
sub-heading: ΕΙΣ ΤΗΝ ΒΙΒΛΙΟΘΗΚΗΝ — [913, 1025, 1067, 1039]
paragraph: Μεθ' ὅλα ταῦτα ἡμεῖς οἱ ἀξιότιμοι Ἕλληνες εἰσάγομεν ἤδη τὴν μονομαχίαν καὶ προκαλοῦμεν ἀφθονα δυστυχήματα καὶ τὴν καθιστῶμεν μετὰ τέχνης δολοφονικήν. — [876, 527, 1104, 601]
paragraph: Ἡ ἀγαλματώδης μορφὴ τοῦ ἐφόδον θαρρεῖς κλίτη ἀρμονικήν, ἡ ἀνάστασις του πάντοτε εὐγενής. — [1114, 1642, 1346, 1686]
paragraph: Καὶ ἐπειδὴ ὁ Ἄγγελος ἐδίσταζεν ἀκόμη προσέθηκεν ἐντονώτερον ἡ Ἄννα: — [155, 726, 381, 770]
chapter-heading: ΚΕΦΑΛΑΙΟΝ Ζ'. — [453, 106, 563, 121]
paragraph: — Ἐκεῖ εἰς τὸν εὐρύχωρον διάδρομον, ἔνθα ἐγείρεται μικρὰ κλίμαξ, τὸν ἀναμένει. — [634, 1789, 858, 1833]
news-h3: ΔΙΑ ΤΟΝ ΘΑΝΑΤΟΝ ΤΟΥ ΜΑΝΕΣΗ — [1237, 216, 1477, 231]
